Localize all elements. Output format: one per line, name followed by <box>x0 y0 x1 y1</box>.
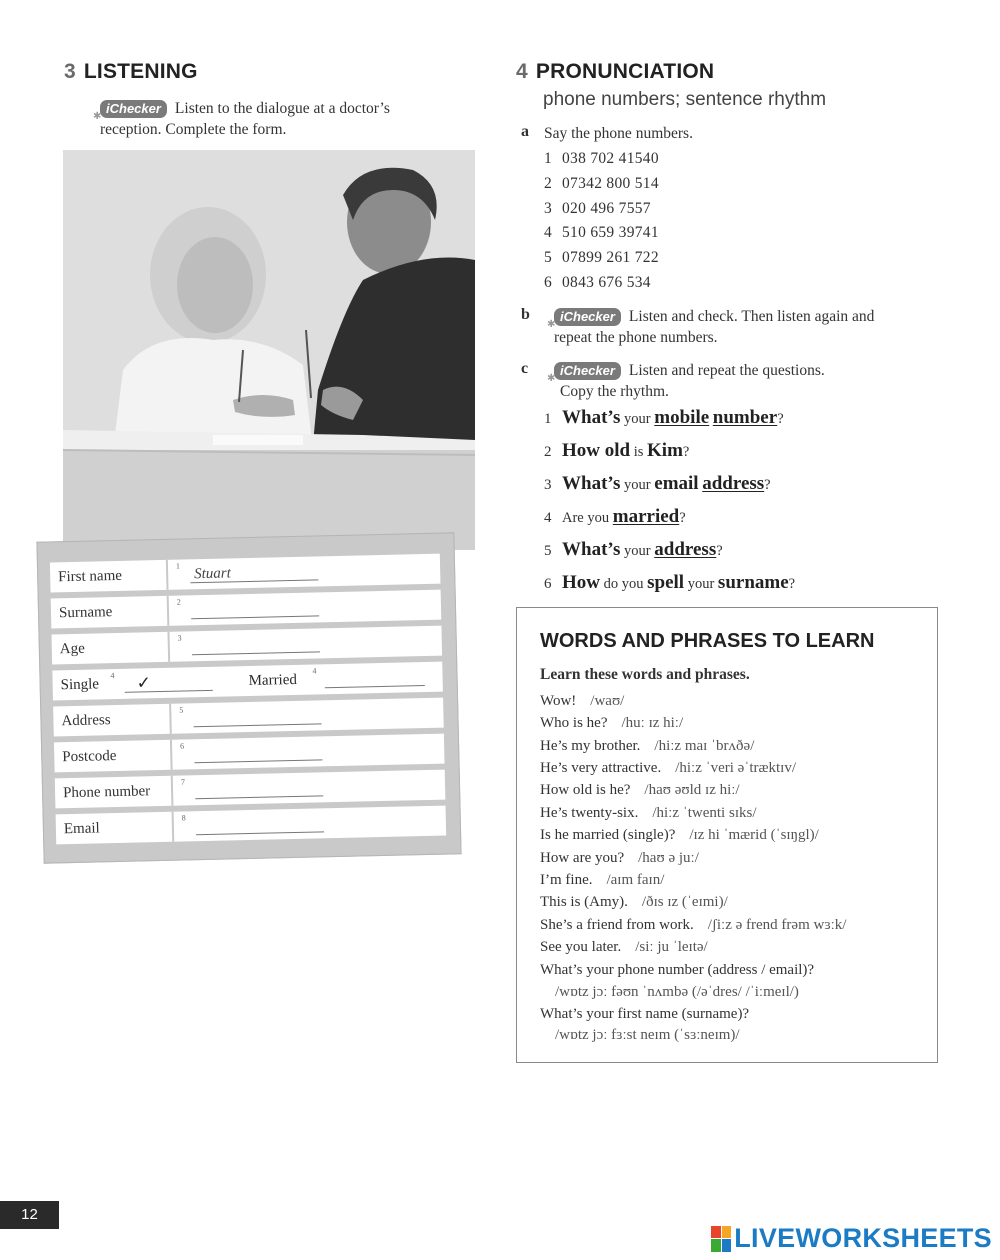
form-label: Phone number <box>55 776 174 809</box>
section-title: PRONUNCIATION <box>535 60 715 83</box>
married-field <box>240 662 443 697</box>
single-field <box>52 666 241 700</box>
single-checkmark: ✓ <box>136 673 152 693</box>
surname-input[interactable] <box>191 615 319 619</box>
question-item: 3 What’s your email address? <box>544 473 771 494</box>
exercise-c-instruction: ✱ iChecker Listen and repeat the questions. Copy the rhythm. <box>554 360 914 402</box>
email-input[interactable] <box>196 831 324 835</box>
form-row-first-name <box>50 554 441 593</box>
ichecker-badge[interactable]: ✱ iChecker <box>554 308 621 326</box>
exercise-letter-b: b <box>521 306 530 323</box>
patient-form <box>36 532 461 863</box>
form-label: Email <box>56 812 175 845</box>
exercise-letter-a: a <box>521 123 529 140</box>
pronunciation-heading <box>516 60 714 84</box>
words-and-phrases-box <box>516 607 938 1063</box>
exercise-letter-c: c <box>521 360 529 377</box>
ichecker-badge[interactable]: ✱ iChecker <box>554 362 621 380</box>
question-item: 5 What’s your address? <box>544 539 723 560</box>
question-item: 1 What’s your mobile number? <box>544 407 784 428</box>
phone-item: 6 0843 676 534 <box>544 274 651 291</box>
phone-item: 4 510 659 39741 <box>544 224 659 241</box>
form-item-number: 2 <box>176 597 181 607</box>
phrase-row: See you later. /siː ju ˈleɪtə/ <box>540 939 708 955</box>
question-item: 6 How do you spell your surname? <box>544 572 796 593</box>
form-label: Postcode <box>54 740 173 773</box>
single-label: Single <box>60 676 100 694</box>
postcode-input[interactable] <box>194 759 322 763</box>
phrase-ipa-long: /wɒtz jɔː fəʊn ˈnʌmbə (/əˈdres/ /ˈiːmeɪl/) <box>555 984 799 1000</box>
phrase-row: He’s very attractive. /hiːz ˈveri əˈtræktɪv/ <box>540 760 797 776</box>
words-subtitle: Learn these words and phrases. <box>540 666 750 683</box>
form-item-number: 8 <box>181 813 186 823</box>
form-row-marital-status <box>52 662 443 701</box>
form-item-number: 7 <box>180 777 185 787</box>
question-item: 2 How old is Kim? <box>544 440 690 461</box>
exercise-a-instruction: Say the phone numbers. <box>544 125 693 142</box>
section-number: 4 <box>516 60 528 83</box>
form-row-age <box>52 626 443 665</box>
married-label: Married <box>248 671 298 690</box>
phrase-row: Is he married (single)? /ɪz hi ˈmærid (ˈsɪŋgl)/ <box>540 827 819 843</box>
phrase-row: This is (Amy). /ðɪs ɪz (ˈeɪmi)/ <box>540 894 728 910</box>
reception-photo <box>63 150 475 550</box>
form-row-phone <box>55 770 446 809</box>
form-item-number: 6 <box>179 741 185 751</box>
form-item-number: 5 <box>179 705 184 715</box>
phrase-row: I’m fine. /aɪm faɪn/ <box>540 872 665 888</box>
listening-heading <box>64 60 198 84</box>
form-item-number: 4 <box>110 671 115 681</box>
pronunciation-subtitle: phone numbers; sentence rhythm <box>543 89 827 110</box>
form-item-number: 3 <box>177 633 182 643</box>
phone-input[interactable] <box>195 795 323 799</box>
phrase-row: How old is he? /haʊ əʊld ɪz hiː/ <box>540 782 740 798</box>
form-item-number: 1 <box>175 561 181 571</box>
page-number: 12 <box>0 1201 59 1229</box>
form-row-email <box>56 806 447 845</box>
phrase-row: How are you? /haʊ ə juː/ <box>540 850 699 866</box>
form-label: Surname <box>51 596 170 629</box>
form-row-postcode <box>54 734 445 773</box>
phrase-row: Who is he? /huː ɪz hiː/ <box>540 715 684 731</box>
form-row-address <box>53 698 444 737</box>
brand-name: LIVEWORKSHEETS <box>734 1223 992 1253</box>
ichecker-badge[interactable]: ✱ iChecker <box>100 100 167 118</box>
phrase-row: He’s my brother. /hiːz maɪ ˈbrʌðə/ <box>540 738 755 754</box>
liveworksheets-brand[interactable] <box>711 1223 992 1254</box>
phone-item: 1 038 702 41540 <box>544 150 659 167</box>
address-input[interactable] <box>194 723 322 727</box>
words-title: WORDS AND PHRASES TO LEARN <box>540 630 875 652</box>
phrase-row-long: What’s your phone number (address / email)? <box>540 962 815 978</box>
form-label: First name <box>50 560 169 593</box>
age-input[interactable] <box>192 651 320 655</box>
phrase-row: He’s twenty-six. /hiːz ˈtwenti sɪks/ <box>540 805 757 821</box>
phone-item: 5 07899 261 722 <box>544 249 659 266</box>
phrase-row-long: What’s your first name (surname)? <box>540 1006 750 1022</box>
section-title: LISTENING <box>83 60 198 83</box>
form-label: Address <box>53 704 172 737</box>
liveworksheets-logo-icon <box>711 1226 731 1252</box>
form-item-number: 4 <box>312 666 317 676</box>
section-number: 3 <box>64 60 76 83</box>
phrase-ipa-long: /wɒtz jɔː fɜːst neɪm (ˈsɜːneɪm)/ <box>555 1027 740 1043</box>
listening-instruction: ✱ iChecker Listen to the dialogue at a doctor’s reception. Complete the form. <box>100 98 430 140</box>
married-input[interactable] <box>325 685 425 688</box>
phrase-row: She’s a friend from work. /ʃiːz ə frend frəm wɜːk/ <box>540 917 847 933</box>
exercise-b-instruction: ✱ iChecker Listen and check. Then listen again and repeat the phone numbers. <box>554 306 914 348</box>
phone-item: 3 020 496 7557 <box>544 200 651 217</box>
question-item: 4 Are you married? <box>544 506 686 527</box>
phone-item: 2 07342 800 514 <box>544 175 659 192</box>
form-row-surname <box>51 590 442 629</box>
form-label: Age <box>52 632 171 665</box>
first-name-answer: Stuart <box>193 565 232 583</box>
phrase-row: Wow! /waʊ/ <box>540 693 625 709</box>
